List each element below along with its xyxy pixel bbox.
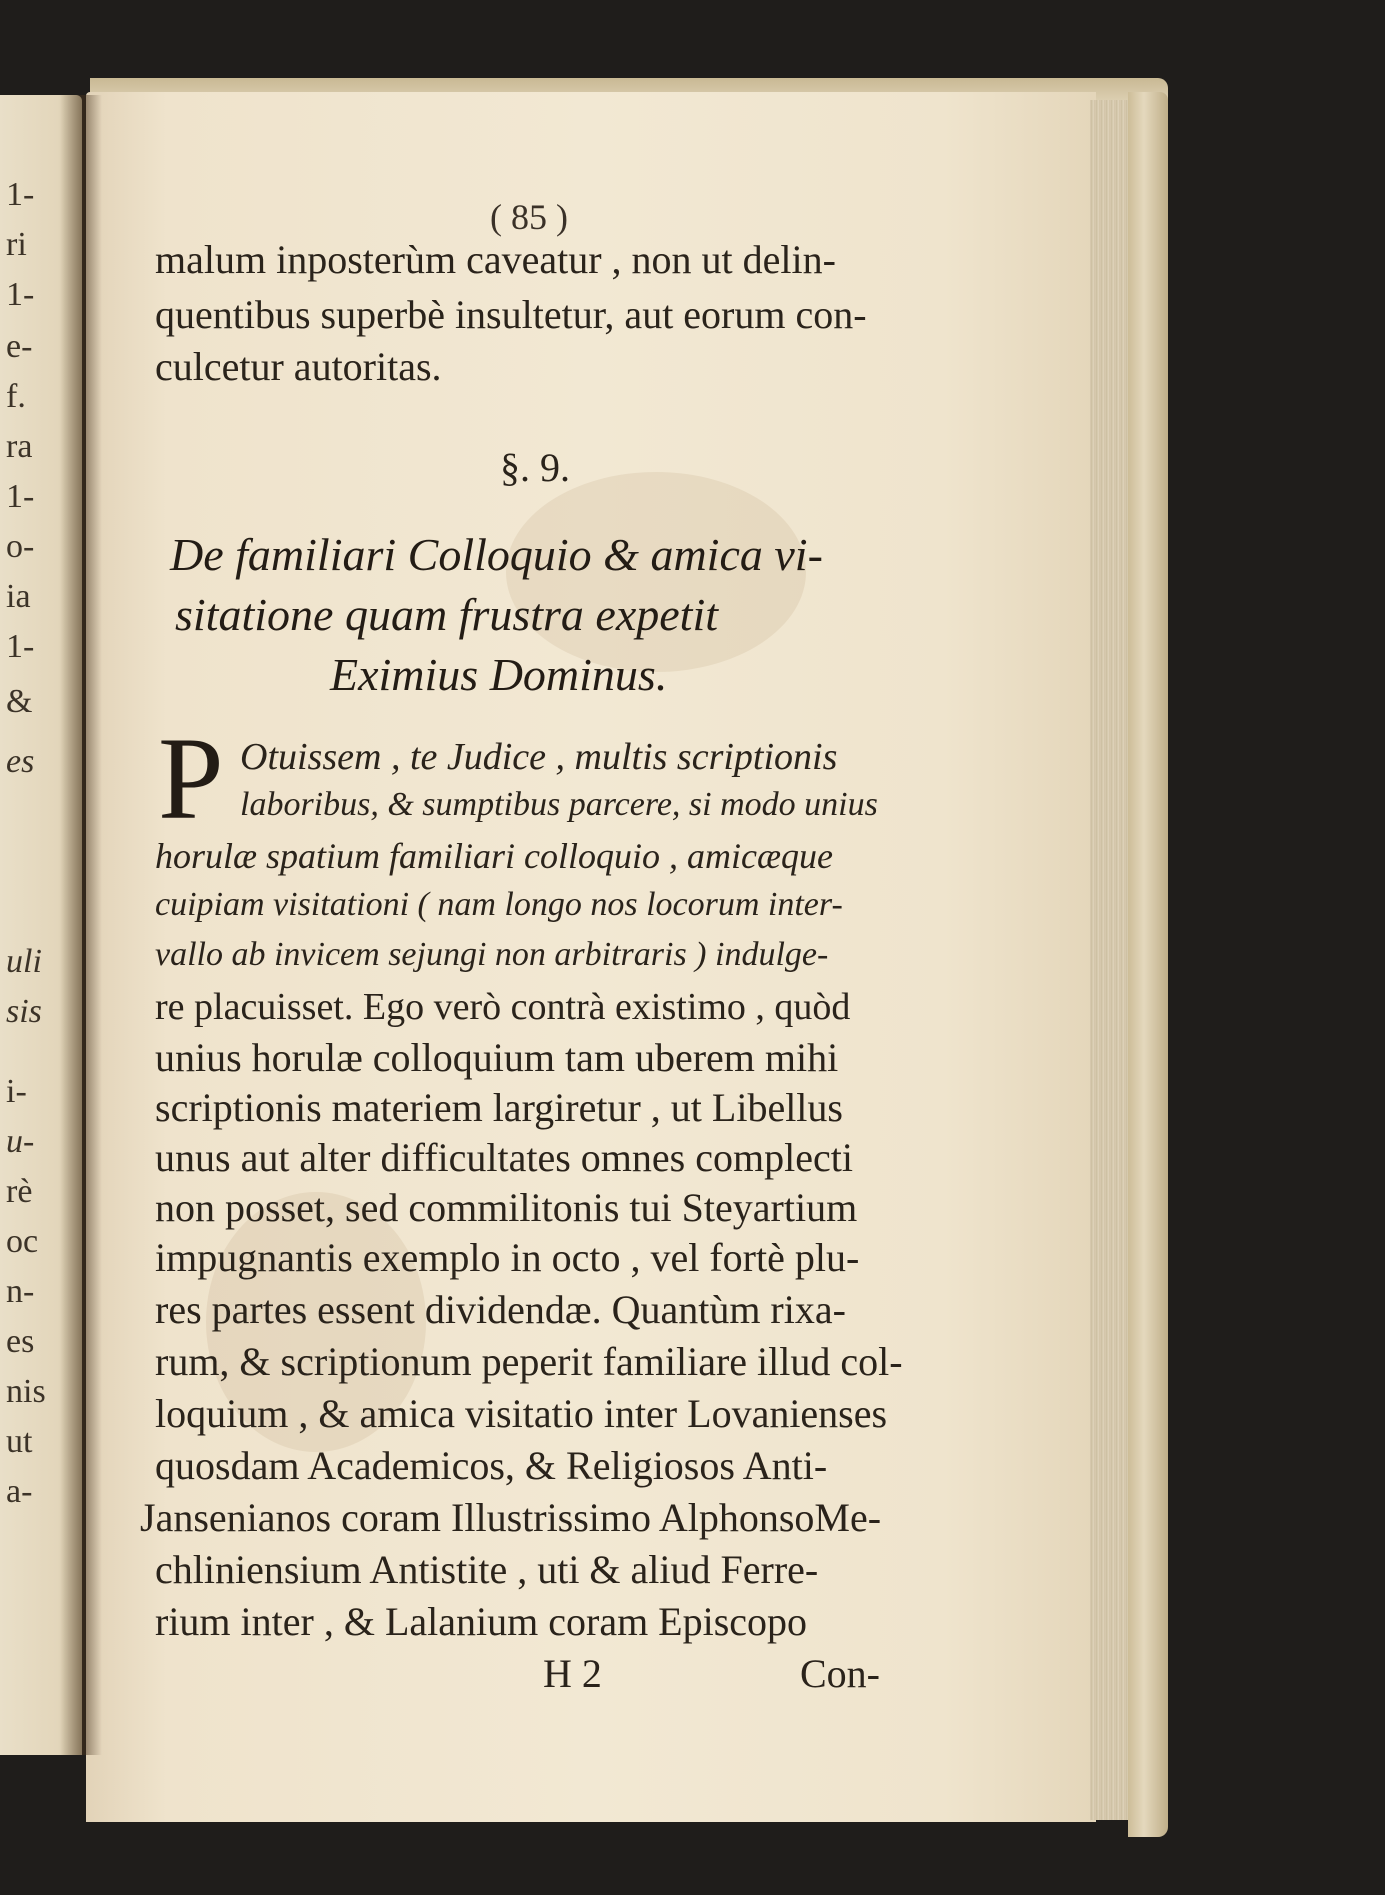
text-line: vallo ab invicem sejungi non arbitraris ) indulge- (155, 936, 829, 973)
drop-cap: P (158, 713, 224, 844)
left-page-fragment: uli (6, 943, 42, 980)
left-page-fragment: sis (6, 993, 42, 1030)
text-line: unus aut alter difficultates omnes complecti (155, 1135, 853, 1180)
left-page-fragment: ia (6, 578, 31, 615)
signature-mark: H 2 (543, 1651, 602, 1696)
catchword: Con- (800, 1651, 880, 1696)
heading-line: Eximius Dominus. (330, 649, 668, 700)
text-line: cuipiam visitationi ( nam longo nos locorum inter- (155, 886, 843, 923)
heading-line: sitatione quam frustra expetit (175, 589, 719, 640)
book-cover-edge (1128, 92, 1168, 1837)
left-page-fragment: f. (6, 378, 26, 415)
left-page-fragment: ri (6, 226, 27, 263)
text-line: re placuisset. Ego verò contrà existimo , quòd (155, 986, 851, 1028)
left-page-fragment: es (6, 1323, 35, 1360)
left-page-fragment: ut (6, 1423, 33, 1460)
gutter-shadow (60, 95, 102, 1755)
text-line: unius horulæ colloquium tam uberem mihi (155, 1035, 839, 1080)
left-page-fragment: oc (6, 1223, 39, 1260)
text-line: scriptionis materiem largiretur , ut Libellus (155, 1085, 843, 1130)
page-number: ( 85 ) (490, 197, 568, 237)
text-line: loquium , & amica visitatio inter Lovanienses (155, 1391, 888, 1436)
left-page-fragment: u- (6, 1123, 35, 1160)
text-line: horulæ spatium familiari colloquio , amicæque (155, 836, 834, 876)
left-page-fragment: i- (6, 1073, 27, 1110)
left-page-fragment: e- (6, 328, 33, 365)
left-page-fragment: n- (6, 1273, 35, 1310)
left-page-fragment: 1- (6, 176, 35, 213)
left-page-fragment: nis (6, 1373, 46, 1410)
text-line: culcetur autoritas. (155, 344, 442, 389)
text-line: chliniensium Antistite , uti & aliud Ferre- (155, 1547, 819, 1592)
left-page-fragment: a- (6, 1473, 33, 1510)
section-mark: §. 9. (500, 445, 570, 490)
text-line: Jansenianos coram Illustrissimo AlphonsoMe- (140, 1495, 882, 1540)
left-page-fragment: ra (6, 428, 33, 465)
text-line: non posset, sed commilitonis tui Steyartium (155, 1185, 858, 1230)
text-line: rium inter , & Lalanium coram Episcopo (155, 1599, 808, 1644)
left-page-fragment: & (6, 683, 33, 720)
text-line: laboribus, & sumptibus parcere, si modo unius (240, 786, 878, 823)
left-page-fragment: rè (6, 1173, 33, 1210)
text-line: quosdam Academicos, & Religiosos Anti- (155, 1443, 828, 1488)
heading-line: De familiari Colloquio & amica vi- (170, 529, 823, 580)
text-line: quentibus superbè insultetur, aut eorum con- (155, 292, 867, 337)
left-page-fragment: 1- (6, 276, 35, 313)
left-page-fragment: o- (6, 528, 35, 565)
left-page-fragment: 1- (6, 628, 35, 665)
text-line: Otuissem , te Judice , multis scriptionis (240, 736, 838, 778)
left-page-fragment: es (6, 743, 35, 780)
text-line: res partes essent dividendæ. Quantùm rixa- (155, 1287, 846, 1332)
text-line: malum inposterùm caveatur , non ut delin- (155, 237, 836, 282)
text-line: rum, & scriptionum peperit familiare illud col- (155, 1339, 903, 1384)
text-line: impugnantis exemplo in octo , vel fortè plu- (155, 1235, 860, 1280)
left-page-fragment: 1- (6, 478, 35, 515)
